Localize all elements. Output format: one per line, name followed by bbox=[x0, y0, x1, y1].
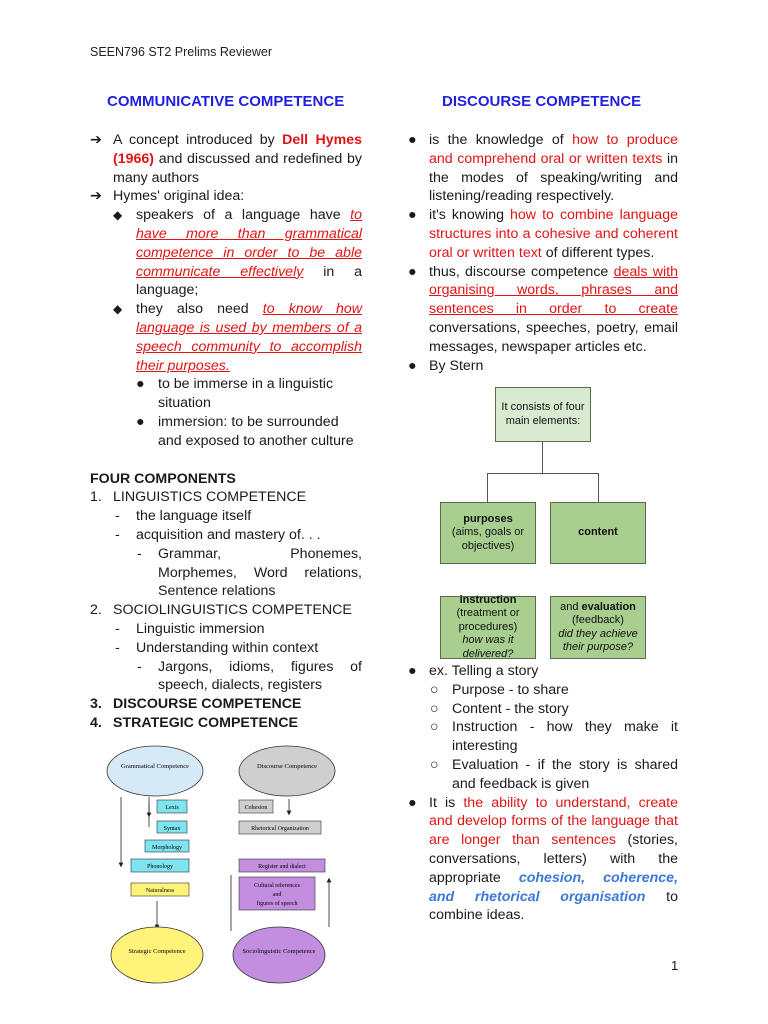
text: thus, discourse competence bbox=[429, 263, 614, 280]
cultural-label-1: Cultural references bbox=[254, 883, 300, 889]
text: they also need bbox=[136, 301, 263, 318]
dash-item: - acquisition and mastery of. . . bbox=[115, 526, 321, 543]
left-column bbox=[90, 131, 362, 733]
bullet-item-example bbox=[406, 662, 678, 681]
arrow-bullet-icon: ➔ bbox=[90, 132, 102, 148]
dot-bullet-icon: ● bbox=[408, 663, 417, 679]
purposes-box bbox=[440, 502, 536, 564]
bullet-item-thus bbox=[406, 263, 678, 357]
stern-elements-diagram bbox=[440, 387, 646, 660]
dash-item: - Understanding within context bbox=[115, 639, 319, 656]
text: Jargons, idioms, figures of speech, dialects, registers bbox=[158, 658, 362, 694]
text: (aims, goals or objectives) bbox=[451, 526, 525, 552]
dot-bullet-icon: ● bbox=[408, 357, 417, 374]
cohesion-label: Cohesion bbox=[244, 805, 268, 811]
text: By Stern bbox=[429, 357, 484, 374]
cultural-label-2: and bbox=[272, 892, 282, 898]
content-box bbox=[550, 502, 646, 564]
dash-item: - the language itself bbox=[115, 508, 252, 525]
text: ex. Telling a story bbox=[429, 663, 539, 679]
text: Grammar, Phonemes, Morphemes, Word relations, Sentence relations bbox=[158, 545, 362, 600]
circle-bullet-icon: ○ bbox=[430, 700, 439, 717]
highlight: how to combine language structures into a cohesive and coherent oral or written text bbox=[429, 207, 678, 261]
text: how was it delivered? bbox=[462, 634, 514, 660]
dot-bullet-icon: ● bbox=[408, 263, 417, 280]
dash-item: - Grammar, Phonemes, Morphemes, Word relations, Sentence relations bbox=[137, 545, 362, 600]
diamond-bullet-icon: ◆ bbox=[113, 302, 123, 317]
text: Hymes' original idea: bbox=[113, 188, 245, 205]
sociolinguistic-label: Sociolinguistic Competence bbox=[242, 948, 316, 955]
circle-item bbox=[406, 681, 678, 700]
text: Understanding within context bbox=[136, 639, 319, 656]
circle-bullet-icon: ○ bbox=[430, 719, 439, 736]
dash-item: - Linguistic immersion bbox=[115, 620, 265, 637]
competence-components-diagram bbox=[105, 745, 337, 985]
dot-bullet-icon: ● bbox=[408, 132, 417, 148]
dot-bullet-icon: ● bbox=[408, 207, 417, 224]
text: of different types. bbox=[541, 244, 655, 261]
text: immersion: to be surrounded and exposed to another culture bbox=[158, 413, 354, 449]
example-list bbox=[406, 662, 678, 925]
cultural-label-3: figures of speech bbox=[256, 901, 298, 907]
four-components-heading: FOUR COMPONENTS bbox=[90, 470, 236, 487]
lexis-label: Lexis bbox=[165, 805, 179, 811]
text: Instruction - how they make it interesting bbox=[452, 719, 678, 755]
instruction-box bbox=[440, 593, 536, 660]
strategic-ellipse bbox=[111, 927, 203, 983]
rhetorical-label: Rhetorical Organization bbox=[251, 826, 309, 832]
circle-item bbox=[406, 756, 678, 794]
text: Linguistic immersion bbox=[136, 620, 265, 637]
grammatical-label: Grammatical Competence bbox=[120, 763, 190, 770]
list-number: 1. bbox=[90, 489, 102, 506]
arrow-item-original-idea bbox=[90, 187, 362, 206]
text: DISCOURSE COMPETENCE bbox=[113, 696, 302, 713]
phonology-label: Phonology bbox=[146, 864, 174, 870]
list-number: 3. bbox=[90, 696, 102, 713]
text: purposes bbox=[463, 512, 513, 525]
grammatical-ellipse bbox=[107, 746, 203, 796]
arrow-item-concept bbox=[90, 131, 362, 187]
highlight-blue: cohesion, coherence, and rhetorical organisation bbox=[429, 869, 679, 905]
right-column bbox=[406, 131, 678, 375]
dell-hymes-highlight: Dell Hymes (1966) bbox=[113, 132, 362, 167]
circle-item bbox=[406, 700, 678, 719]
text: it's knowing bbox=[429, 207, 511, 224]
strategic-label: Strategic Competence bbox=[128, 948, 186, 955]
register-label: Register and dialect bbox=[258, 864, 306, 870]
evaluation-box bbox=[550, 596, 646, 659]
text: speakers of a language have bbox=[136, 207, 351, 224]
naturalness-label: Naturalness bbox=[145, 888, 175, 894]
discourse-competence-title: DISCOURSE COMPETENCE bbox=[442, 93, 642, 110]
text: and discussed and redefined by many authors bbox=[113, 150, 362, 186]
text: conversations, speeches, poetry, email messages, newspaper articles etc. bbox=[429, 319, 678, 355]
circle-bullet-icon: ○ bbox=[430, 681, 439, 698]
list-number: 2. bbox=[90, 602, 102, 619]
document-header: SEEN796 ST2 Prelims Reviewer bbox=[90, 45, 273, 59]
highlight: the ability to understand, create and develop forms of the language that are longer than sentences bbox=[429, 794, 678, 849]
text: Purpose - to share bbox=[452, 681, 569, 698]
text: (treatment or procedures) bbox=[456, 607, 520, 633]
circle-bullet-icon: ○ bbox=[430, 756, 439, 773]
text: acquisition and mastery of. . . bbox=[136, 526, 321, 543]
highlight: to know how language is used by members of a speech community to accomplish their purposes. bbox=[136, 301, 362, 374]
bullet-item-knowing bbox=[406, 206, 678, 262]
component-strategic bbox=[90, 714, 362, 733]
syntax-label: Syntax bbox=[163, 826, 181, 832]
text: in the modes of speaking/writing and listening/reading respectively. bbox=[429, 150, 678, 205]
component-linguistics bbox=[90, 488, 362, 507]
communicative-competence-title: COMMUNICATIVE COMPETENCE bbox=[107, 93, 345, 110]
bullet-item-knowledge bbox=[406, 131, 678, 206]
text: did they achieve their purpose? bbox=[558, 627, 638, 653]
component-discourse bbox=[90, 695, 362, 714]
text: and bbox=[560, 600, 582, 613]
text: instruction bbox=[459, 593, 517, 606]
text: STRATEGIC COMPETENCE bbox=[113, 714, 298, 731]
diamond-item-speakers bbox=[90, 206, 362, 300]
highlight: deals with organising words, phrases and sentences in order to create bbox=[429, 263, 678, 318]
sociolinguistic-ellipse bbox=[233, 927, 325, 983]
discourse-ellipse bbox=[239, 746, 335, 796]
page-number: 1 bbox=[671, 958, 679, 973]
text: to combine ideas. bbox=[429, 888, 678, 924]
dot-bullet-icon: ● bbox=[136, 376, 145, 393]
highlight: to have more than grammatical competence in order to be able communicate effectively bbox=[136, 207, 362, 280]
text: the language itself bbox=[136, 508, 252, 525]
arrow-bullet-icon: ➔ bbox=[90, 188, 102, 205]
text: Content - the story bbox=[452, 700, 569, 717]
text: It consists of four main elements: bbox=[501, 401, 585, 427]
dash-item: - Jargons, idioms, figures of speech, dialects, registers bbox=[137, 658, 362, 694]
morphology-label: Morphology bbox=[152, 845, 182, 851]
text: Evaluation - if the story is shared and feedback is given bbox=[452, 756, 678, 792]
circle-item bbox=[406, 718, 678, 756]
bullet-item-ability bbox=[406, 794, 678, 926]
bullet-item-stern bbox=[406, 357, 678, 376]
list-number: 4. bbox=[90, 714, 102, 731]
discourse-label: Discourse Competence bbox=[256, 763, 318, 770]
text: A concept introduced by bbox=[113, 132, 283, 148]
component-sociolinguistics bbox=[90, 601, 362, 620]
diamond-bullet-icon: ◆ bbox=[113, 208, 123, 223]
dot-bullet-icon: ● bbox=[408, 794, 417, 811]
dot-item-immersion bbox=[90, 413, 362, 451]
text: (feedback) bbox=[572, 614, 624, 626]
highlight: how to produce and comprehend oral or written texts bbox=[429, 132, 678, 167]
text: (stories, conversations, letters) with the appropriate bbox=[429, 832, 678, 886]
tree-root-box bbox=[495, 387, 591, 442]
text: to be immerse in a linguistic situation bbox=[158, 376, 334, 412]
text: LINGUISTICS COMPETENCE bbox=[113, 489, 307, 506]
text: content bbox=[578, 526, 618, 539]
text: It is bbox=[429, 794, 464, 811]
dot-bullet-icon: ● bbox=[136, 413, 145, 430]
text: in a language; bbox=[136, 263, 362, 299]
text: evaluation bbox=[581, 600, 636, 613]
dot-item-immerse bbox=[90, 375, 362, 413]
text: SOCIOLINGUISTICS COMPETENCE bbox=[113, 602, 352, 619]
text: is the knowledge of bbox=[429, 132, 573, 148]
diamond-item-they-also-need bbox=[90, 300, 362, 375]
